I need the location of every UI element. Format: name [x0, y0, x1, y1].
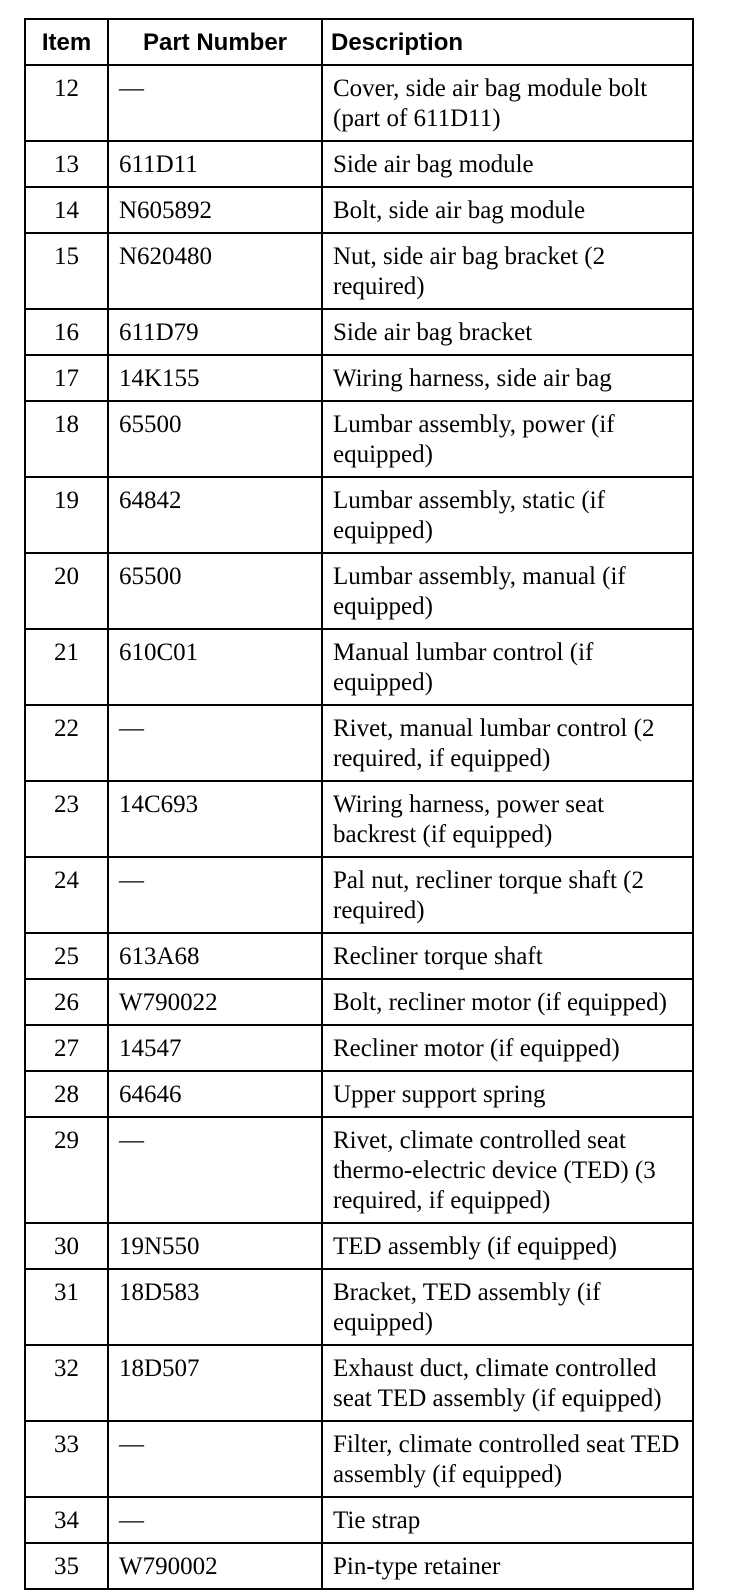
cell-description: Recliner torque shaft — [322, 933, 693, 979]
cell-item: 15 — [25, 233, 108, 309]
header-part-number: Part Number — [108, 19, 322, 65]
cell-description: Rivet, climate controlled seat thermo-electric device (TED) (3 required, if equipped) — [322, 1117, 693, 1223]
cell-item: 31 — [25, 1269, 108, 1345]
cell-description: Tie strap — [322, 1497, 693, 1543]
table-header — [25, 19, 693, 65]
cell-description: Manual lumbar control (if equipped) — [322, 629, 693, 705]
table-row — [25, 857, 693, 933]
cell-description: Exhaust duct, climate controlled seat TED assembly (if equipped) — [322, 1345, 693, 1421]
cell-item: 23 — [25, 781, 108, 857]
table-row — [25, 477, 693, 553]
header-item: Item — [25, 19, 108, 65]
cell-part-number: 611D11 — [108, 141, 322, 187]
cell-item: 32 — [25, 1345, 108, 1421]
cell-description: Wiring harness, side air bag — [322, 355, 693, 401]
table-row — [25, 1223, 693, 1269]
cell-item: 12 — [25, 65, 108, 141]
cell-part-number: — — [108, 705, 322, 781]
cell-item: 34 — [25, 1497, 108, 1543]
cell-part-number: 14547 — [108, 1025, 322, 1071]
cell-item: 13 — [25, 141, 108, 187]
cell-part-number: 65500 — [108, 553, 322, 629]
table-body — [25, 65, 693, 1589]
cell-item: 18 — [25, 401, 108, 477]
table-row — [25, 979, 693, 1025]
cell-item: 25 — [25, 933, 108, 979]
cell-description: Nut, side air bag bracket (2 required) — [322, 233, 693, 309]
cell-description: TED assembly (if equipped) — [322, 1223, 693, 1269]
table-row — [25, 355, 693, 401]
cell-description: Wiring harness, power seat backrest (if equipped) — [322, 781, 693, 857]
cell-item: 24 — [25, 857, 108, 933]
cell-description: Pin-type retainer — [322, 1543, 693, 1589]
cell-description: Side air bag bracket — [322, 309, 693, 355]
cell-item: 14 — [25, 187, 108, 233]
table-row — [25, 141, 693, 187]
table-row — [25, 1421, 693, 1497]
cell-part-number: — — [108, 857, 322, 933]
table-row — [25, 629, 693, 705]
table-row — [25, 233, 693, 309]
cell-description: Recliner motor (if equipped) — [322, 1025, 693, 1071]
cell-part-number: — — [108, 65, 322, 141]
cell-part-number: 14K155 — [108, 355, 322, 401]
cell-description: Cover, side air bag module bolt (part of 611D11) — [322, 65, 693, 141]
cell-part-number: 18D507 — [108, 1345, 322, 1421]
table-row — [25, 1117, 693, 1223]
table-row — [25, 1497, 693, 1543]
header-row — [25, 19, 693, 65]
cell-part-number: 64842 — [108, 477, 322, 553]
cell-part-number: 64646 — [108, 1071, 322, 1117]
cell-item: 30 — [25, 1223, 108, 1269]
table-row — [25, 187, 693, 233]
cell-item: 27 — [25, 1025, 108, 1071]
cell-item: 21 — [25, 629, 108, 705]
cell-description: Bracket, TED assembly (if equipped) — [322, 1269, 693, 1345]
cell-item: 35 — [25, 1543, 108, 1589]
cell-part-number: 65500 — [108, 401, 322, 477]
table-row — [25, 1269, 693, 1345]
cell-part-number: N605892 — [108, 187, 322, 233]
cell-item: 28 — [25, 1071, 108, 1117]
cell-description: Upper support spring — [322, 1071, 693, 1117]
cell-description: Bolt, side air bag module — [322, 187, 693, 233]
cell-item: 26 — [25, 979, 108, 1025]
header-description: Description — [322, 19, 693, 65]
parts-table — [24, 18, 694, 1590]
cell-item: 20 — [25, 553, 108, 629]
table-row — [25, 309, 693, 355]
cell-description: Rivet, manual lumbar control (2 required, if equipped) — [322, 705, 693, 781]
cell-description: Bolt, recliner motor (if equipped) — [322, 979, 693, 1025]
cell-description: Pal nut, recliner torque shaft (2 required) — [322, 857, 693, 933]
table-row — [25, 781, 693, 857]
cell-description: Side air bag module — [322, 141, 693, 187]
table-row — [25, 401, 693, 477]
cell-part-number: 613A68 — [108, 933, 322, 979]
cell-item: 29 — [25, 1117, 108, 1223]
table-row — [25, 1071, 693, 1117]
cell-description: Lumbar assembly, manual (if equipped) — [322, 553, 693, 629]
table-row — [25, 1345, 693, 1421]
cell-item: 19 — [25, 477, 108, 553]
table-row — [25, 1025, 693, 1071]
cell-item: 33 — [25, 1421, 108, 1497]
table-row — [25, 1543, 693, 1589]
cell-item: 22 — [25, 705, 108, 781]
cell-description: Filter, climate controlled seat TED assembly (if equipped) — [322, 1421, 693, 1497]
cell-part-number: 19N550 — [108, 1223, 322, 1269]
cell-part-number: — — [108, 1117, 322, 1223]
cell-item: 17 — [25, 355, 108, 401]
table-row — [25, 65, 693, 141]
cell-part-number: 610C01 — [108, 629, 322, 705]
cell-part-number: — — [108, 1421, 322, 1497]
cell-description: Lumbar assembly, static (if equipped) — [322, 477, 693, 553]
cell-item: 16 — [25, 309, 108, 355]
table-row — [25, 553, 693, 629]
cell-part-number: 611D79 — [108, 309, 322, 355]
cell-part-number: 14C693 — [108, 781, 322, 857]
cell-part-number: 18D583 — [108, 1269, 322, 1345]
cell-description: Lumbar assembly, power (if equipped) — [322, 401, 693, 477]
cell-part-number: — — [108, 1497, 322, 1543]
table-row — [25, 933, 693, 979]
cell-part-number: W790002 — [108, 1543, 322, 1589]
cell-part-number: W790022 — [108, 979, 322, 1025]
table-row — [25, 705, 693, 781]
cell-part-number: N620480 — [108, 233, 322, 309]
